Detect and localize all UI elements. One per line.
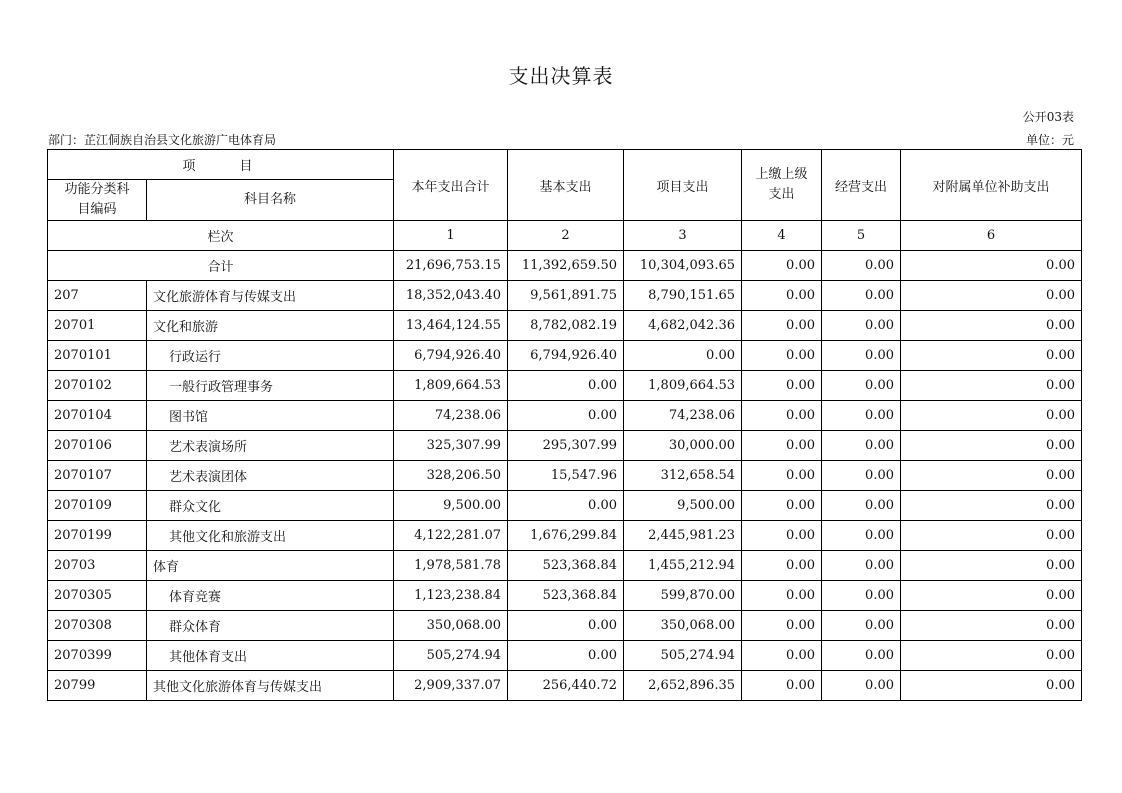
row-value: 0.00 <box>901 401 1082 431</box>
row-value: 0.00 <box>822 491 901 521</box>
row-value: 523,368.84 <box>508 551 624 581</box>
table-row <box>48 611 1082 641</box>
row-value: 0.00 <box>742 671 822 701</box>
row-value: 9,500.00 <box>394 491 508 521</box>
total-value: 0.00 <box>901 251 1082 281</box>
row-value: 0.00 <box>822 281 901 311</box>
total-value: 0.00 <box>742 251 822 281</box>
row-value: 0.00 <box>742 521 822 551</box>
row-value: 1,123,238.84 <box>394 581 508 611</box>
table-row <box>48 461 1082 491</box>
total-value: 11,392,659.50 <box>508 251 624 281</box>
row-value: 18,352,043.40 <box>394 281 508 311</box>
row-value: 505,274.94 <box>394 641 508 671</box>
row-name: 其他文化旅游体育与传媒支出 <box>147 671 394 701</box>
row-value: 2,909,337.07 <box>394 671 508 701</box>
header-name: 科目名称 <box>147 180 394 221</box>
row-value: 0.00 <box>742 281 822 311</box>
row-value: 0.00 <box>822 581 901 611</box>
row-value: 0.00 <box>742 551 822 581</box>
row-name: 行政运行 <box>147 341 394 371</box>
header-business: 经营支出 <box>822 150 901 221</box>
header-code: 功能分类科目编码 <box>48 180 147 221</box>
row-value: 2,445,981.23 <box>624 521 742 551</box>
row-code: 2070104 <box>48 401 147 431</box>
header-basic: 基本支出 <box>508 150 624 221</box>
row-code: 2070102 <box>48 371 147 401</box>
row-value: 1,978,581.78 <box>394 551 508 581</box>
row-name: 体育 <box>147 551 394 581</box>
row-name: 群众体育 <box>147 611 394 641</box>
row-value: 0.00 <box>901 491 1082 521</box>
row-name: 其他体育支出 <box>147 641 394 671</box>
table-row <box>48 311 1082 341</box>
row-code: 2070199 <box>48 521 147 551</box>
row-value: 0.00 <box>822 521 901 551</box>
row-code: 2070109 <box>48 491 147 521</box>
row-value: 0.00 <box>822 311 901 341</box>
row-code: 2070399 <box>48 641 147 671</box>
row-value: 0.00 <box>822 371 901 401</box>
table-row <box>48 341 1082 371</box>
row-value: 0.00 <box>901 581 1082 611</box>
row-code: 207 <box>48 281 147 311</box>
row-value: 350,068.00 <box>624 611 742 641</box>
header-item-group: 项 目 <box>48 150 394 180</box>
row-value: 312,658.54 <box>624 461 742 491</box>
row-value: 0.00 <box>901 281 1082 311</box>
total-value: 21,696,753.15 <box>394 251 508 281</box>
row-code: 20701 <box>48 311 147 341</box>
row-code: 2070107 <box>48 461 147 491</box>
table-row <box>48 671 1082 701</box>
row-value: 0.00 <box>901 521 1082 551</box>
row-value: 0.00 <box>822 341 901 371</box>
row-value: 0.00 <box>822 401 901 431</box>
seq-col: 6 <box>901 221 1082 251</box>
row-name: 体育竞赛 <box>147 581 394 611</box>
row-name: 文化旅游体育与传媒支出 <box>147 281 394 311</box>
row-value: 0.00 <box>901 551 1082 581</box>
row-value: 0.00 <box>901 461 1082 491</box>
row-value: 1,809,664.53 <box>394 371 508 401</box>
table-row <box>48 491 1082 521</box>
row-value: 350,068.00 <box>394 611 508 641</box>
row-value: 30,000.00 <box>624 431 742 461</box>
row-value: 0.00 <box>822 671 901 701</box>
table-row <box>48 521 1082 551</box>
row-value: 505,274.94 <box>624 641 742 671</box>
row-name: 一般行政管理事务 <box>147 371 394 401</box>
row-value: 74,238.06 <box>624 401 742 431</box>
row-value: 1,676,299.84 <box>508 521 624 551</box>
total-label: 合计 <box>48 251 394 281</box>
row-value: 9,500.00 <box>624 491 742 521</box>
row-value: 9,561,891.75 <box>508 281 624 311</box>
total-value: 0.00 <box>822 251 901 281</box>
row-value: 0.00 <box>508 371 624 401</box>
row-code: 2070106 <box>48 431 147 461</box>
total-value: 10,304,093.65 <box>624 251 742 281</box>
header-subsidy: 对附属单位补助支出 <box>901 150 1082 221</box>
form-number: 公开03表 <box>1022 110 1074 124</box>
row-value: 523,368.84 <box>508 581 624 611</box>
row-value: 0.00 <box>742 371 822 401</box>
table-row <box>48 581 1082 611</box>
row-name: 艺术表演场所 <box>147 431 394 461</box>
row-value: 0.00 <box>901 671 1082 701</box>
unit-label: 单位：元 <box>1025 133 1074 147</box>
row-value: 2,652,896.35 <box>624 671 742 701</box>
row-value: 256,440.72 <box>508 671 624 701</box>
row-value: 6,794,926.40 <box>508 341 624 371</box>
header-project: 项目支出 <box>624 150 742 221</box>
row-value: 0.00 <box>901 431 1082 461</box>
table-row <box>48 371 1082 401</box>
seq-col: 5 <box>822 221 901 251</box>
seq-col: 2 <box>508 221 624 251</box>
row-code: 2070305 <box>48 581 147 611</box>
row-value: 0.00 <box>822 431 901 461</box>
row-value: 295,307.99 <box>508 431 624 461</box>
row-value: 0.00 <box>822 611 901 641</box>
seq-col: 1 <box>394 221 508 251</box>
row-value: 0.00 <box>742 431 822 461</box>
row-value: 0.00 <box>742 461 822 491</box>
row-value: 1,455,212.94 <box>624 551 742 581</box>
table-row <box>48 641 1082 671</box>
row-value: 6,794,926.40 <box>394 341 508 371</box>
row-value: 0.00 <box>742 341 822 371</box>
row-value: 0.00 <box>508 401 624 431</box>
row-name: 群众文化 <box>147 491 394 521</box>
table-row <box>48 551 1082 581</box>
row-value: 0.00 <box>508 641 624 671</box>
row-name: 其他文化和旅游支出 <box>147 521 394 551</box>
row-code: 20799 <box>48 671 147 701</box>
department-label: 部门：芷江侗族自治县文化旅游广电体育局 <box>48 133 277 147</box>
row-code: 2070101 <box>48 341 147 371</box>
row-value: 0.00 <box>742 311 822 341</box>
row-name: 文化和旅游 <box>147 311 394 341</box>
row-value: 325,307.99 <box>394 431 508 461</box>
row-code: 20703 <box>48 551 147 581</box>
row-name: 图书馆 <box>147 401 394 431</box>
row-value: 8,790,151.65 <box>624 281 742 311</box>
row-value: 0.00 <box>742 491 822 521</box>
table-row <box>48 431 1082 461</box>
row-code: 2070308 <box>48 611 147 641</box>
row-value: 0.00 <box>901 311 1082 341</box>
row-value: 74,238.06 <box>394 401 508 431</box>
row-value: 599,870.00 <box>624 581 742 611</box>
row-value: 8,782,082.19 <box>508 311 624 341</box>
row-value: 0.00 <box>508 491 624 521</box>
seq-col: 4 <box>742 221 822 251</box>
row-value: 0.00 <box>901 641 1082 671</box>
table-row <box>48 401 1082 431</box>
row-value: 4,682,042.36 <box>624 311 742 341</box>
row-value: 0.00 <box>901 341 1082 371</box>
seq-label: 栏次 <box>48 221 394 251</box>
row-value: 0.00 <box>624 341 742 371</box>
row-value: 0.00 <box>822 641 901 671</box>
row-value: 328,206.50 <box>394 461 508 491</box>
row-value: 0.00 <box>742 641 822 671</box>
total-row <box>48 251 1082 281</box>
row-value: 0.00 <box>742 581 822 611</box>
header-total: 本年支出合计 <box>394 150 508 221</box>
row-value: 0.00 <box>508 611 624 641</box>
table-row <box>48 281 1082 311</box>
row-value: 0.00 <box>901 371 1082 401</box>
row-value: 0.00 <box>742 611 822 641</box>
row-value: 0.00 <box>742 401 822 431</box>
row-value: 4,122,281.07 <box>394 521 508 551</box>
expenditure-table <box>47 149 1082 701</box>
row-value: 13,464,124.55 <box>394 311 508 341</box>
seq-col: 3 <box>624 221 742 251</box>
row-value: 0.00 <box>901 611 1082 641</box>
header-upper: 上缴上级支出 <box>742 150 822 221</box>
page-title: 支出决算表 <box>508 64 614 88</box>
row-value: 0.00 <box>822 461 901 491</box>
row-value: 1,809,664.53 <box>624 371 742 401</box>
row-name: 艺术表演团体 <box>147 461 394 491</box>
row-value: 15,547.96 <box>508 461 624 491</box>
row-value: 0.00 <box>822 551 901 581</box>
